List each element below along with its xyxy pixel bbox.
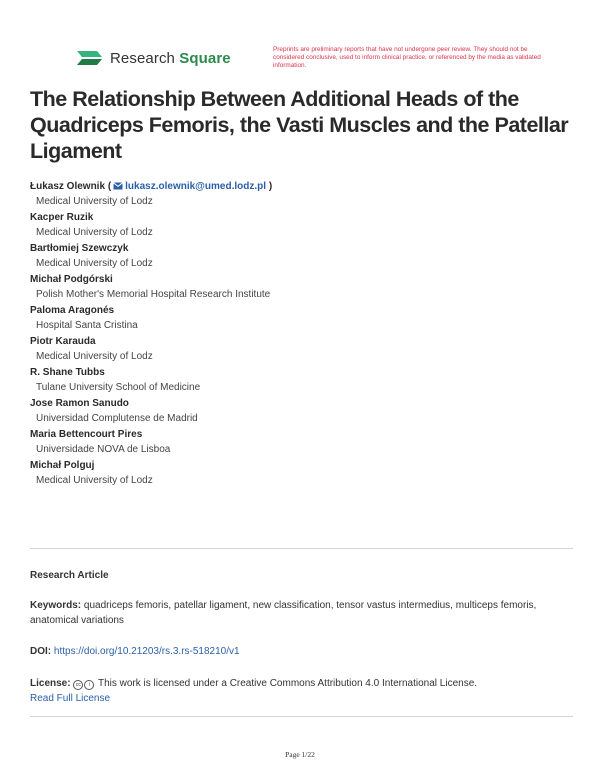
- author-name: Bartłomiej Szewczyk: [30, 243, 129, 254]
- brand-name: [110, 50, 231, 67]
- author-entry: [30, 366, 575, 396]
- license-text: This work is licensed under a Creative Commons Attribution 4.0 International License.: [97, 678, 478, 689]
- author-entry: [30, 335, 575, 365]
- preprint-disclaimer: Preprints are preliminary reports that have not undergone peer review. They should not be considered conclusive, used to inform clinical practice, or referenced by the media as validated information.: [273, 46, 541, 70]
- creative-commons-icon: cc: [73, 680, 83, 690]
- email-open-paren: (: [107, 181, 112, 192]
- author-entry: [30, 397, 575, 427]
- envelope-icon: [113, 182, 123, 190]
- author-entry: [30, 242, 575, 272]
- doi-link[interactable]: https://doi.org/10.21203/rs.3.rs-518210/v1: [53, 646, 240, 657]
- page-number: Page 1/22: [285, 750, 315, 759]
- author-entry: [30, 304, 575, 334]
- author-email-link[interactable]: lukasz.olewnik@umed.lodz.pl: [125, 181, 267, 192]
- research-square-logo-icon: [76, 48, 103, 68]
- author-name: [30, 180, 575, 194]
- keywords-section: [30, 598, 575, 628]
- author-entry: [30, 273, 575, 303]
- author-affiliation: Medical University of Lodz: [36, 475, 153, 486]
- author-list: [30, 180, 575, 490]
- keywords-label: Keywords:: [30, 600, 82, 611]
- article-type: Research Article: [30, 570, 109, 581]
- author-affiliation: Medical University of Lodz: [36, 351, 153, 362]
- author-entry: [30, 211, 575, 241]
- author-name: Piotr Karauda: [30, 336, 96, 347]
- author-entry: [30, 428, 575, 458]
- author-affiliation: Polish Mother's Memorial Hospital Research Institute: [36, 289, 271, 300]
- author-affiliation: Hospital Santa Cristina: [36, 320, 138, 331]
- author-name: Paloma Aragonés: [30, 305, 115, 316]
- divider: [30, 716, 573, 717]
- author-name: Michał Polguj: [30, 460, 95, 471]
- author-affiliation: Medical University of Lodz: [36, 258, 153, 269]
- author-affiliation: Tulane University School of Medicine: [36, 382, 201, 393]
- brand-name-part2: Square: [179, 49, 231, 67]
- author-affiliation: Medical University of Lodz: [36, 227, 153, 238]
- email-close-paren: ): [266, 181, 273, 192]
- license-section: [30, 676, 575, 706]
- author-affiliation: Medical University of Lodz: [36, 196, 153, 207]
- attribution-icon: i: [84, 680, 94, 690]
- keywords-text: quadriceps femoris, patellar ligament, new classification, tensor vastus intermedius, multiceps femoris, anatomical variations: [30, 600, 537, 626]
- author-name: Michał Podgórski: [30, 274, 113, 285]
- brand-name-part1: Research: [110, 49, 175, 67]
- author-name: Jose Ramon Sanudo: [30, 398, 129, 409]
- author-name: Maria Bettencourt Pires: [30, 429, 143, 440]
- author-affiliation: Universidad Complutense de Madrid: [36, 413, 198, 424]
- license-label: License:: [30, 678, 71, 689]
- read-full-license-link[interactable]: Read Full License: [30, 693, 111, 704]
- author-entry: [30, 459, 575, 489]
- author-name-text: Łukasz Olewnik: [30, 181, 106, 192]
- author-entry: [30, 180, 575, 210]
- doi-section: [30, 644, 575, 659]
- paper-title: The Relationship Between Additional Heads of the Quadriceps Femoris, the Vasti Muscles and the Patellar Ligament: [30, 87, 569, 163]
- doi-label: DOI:: [30, 646, 52, 657]
- author-affiliation: Universidade NOVA de Lisboa: [36, 444, 171, 455]
- research-square-logo[interactable]: [76, 48, 231, 68]
- divider: [30, 548, 573, 549]
- author-name: Kacper Ruzik: [30, 212, 94, 223]
- author-name: R. Shane Tubbs: [30, 367, 105, 378]
